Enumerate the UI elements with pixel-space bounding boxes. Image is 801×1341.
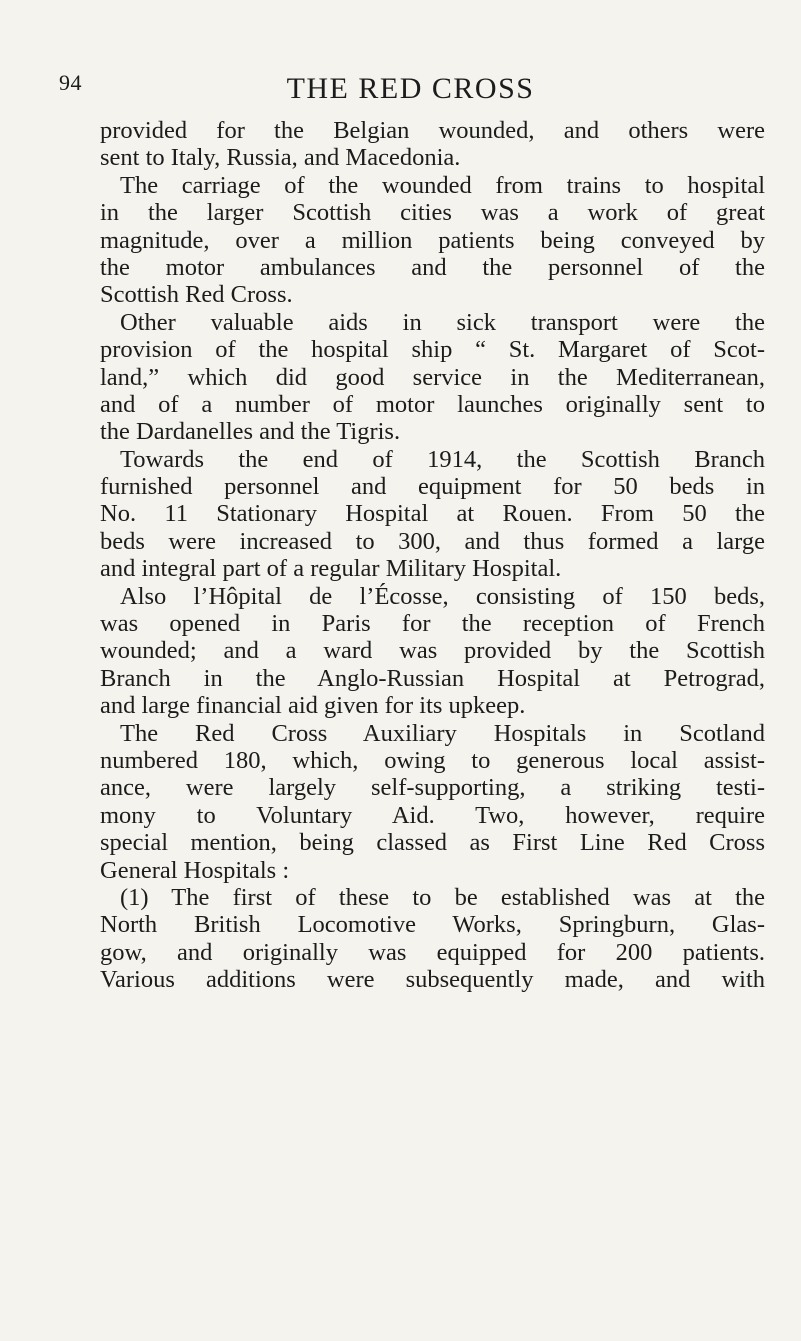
text-line: and integral part of a regular Military Hospital. [100,555,562,583]
text-line: Other valuable aids in sick transport were the [120,308,765,336]
running-title: THE RED CROSS [286,72,535,105]
paragraph [100,884,765,994]
paragraph [100,583,765,720]
text-line: was opened in Paris for the reception of French [100,610,765,638]
text-line: gow, and originally was equipped for 200 patients. [100,938,765,966]
text-line: special mention, being classed as First Line Red Cross [100,829,765,857]
paragraph [100,309,765,446]
text-line: ance, were largely self-supporting, a striking testi- [100,774,765,802]
text-line: Various additions were subsequently made, and with [100,966,765,994]
body-text [100,117,765,994]
text-line: the Dardanelles and the Tigris. [100,418,401,446]
text-line: mony to Voluntary Aid. Two, however, require [100,801,765,829]
paragraph [100,172,765,309]
text-line: The Red Cross Auxiliary Hospitals in Scotland [120,719,765,747]
running-head [0,70,801,110]
paragraph [100,720,765,884]
text-line: Scottish Red Cross. [100,281,293,309]
text-line: provision of the hospital ship “ St. Margaret of Scot- [100,336,765,364]
text-line: The carriage of the wounded from trains to hospital [120,171,765,199]
paragraph [100,446,765,583]
text-line: the motor ambulances and the personnel of the [100,253,765,281]
text-line: wounded; and a ward was provided by the Scottish [100,637,765,665]
text-line: North British Locomotive Works, Springburn, Glas- [100,911,765,939]
text-line: General Hospitals : [100,856,290,884]
text-line: sent to Italy, Russia, and Macedonia. [100,144,461,172]
text-line: in the larger Scottish cities was a work of great [100,199,765,227]
text-line: beds were increased to 300, and thus formed a large [100,527,765,555]
text-line: magnitude, over a million patients being conveyed by [100,226,765,254]
text-line: Towards the end of 1914, the Scottish Branch [120,445,765,473]
page-number: 94 [59,70,82,95]
text-line: No. 11 Stationary Hospital at Rouen. From 50 the [100,500,765,528]
paragraph [100,117,765,172]
text-line: provided for the Belgian wounded, and others were [100,117,765,144]
text-line: and of a number of motor launches originally sent to [100,390,765,418]
text-line: furnished personnel and equipment for 50 beds in [100,473,765,501]
text-line: land,” which did good service in the Mediterranean, [100,363,765,391]
text-line: and large financial aid given for its upkeep. [100,692,526,720]
text-line: (1) The first of these to be established was at the [120,883,765,911]
text-line: Branch in the Anglo-Russian Hospital at Petrograd, [100,664,765,692]
text-line: Also l’Hôpital de l’Écosse, consisting of 150 beds, [120,582,765,610]
text-line: numbered 180, which, owing to generous local assist- [100,746,765,774]
